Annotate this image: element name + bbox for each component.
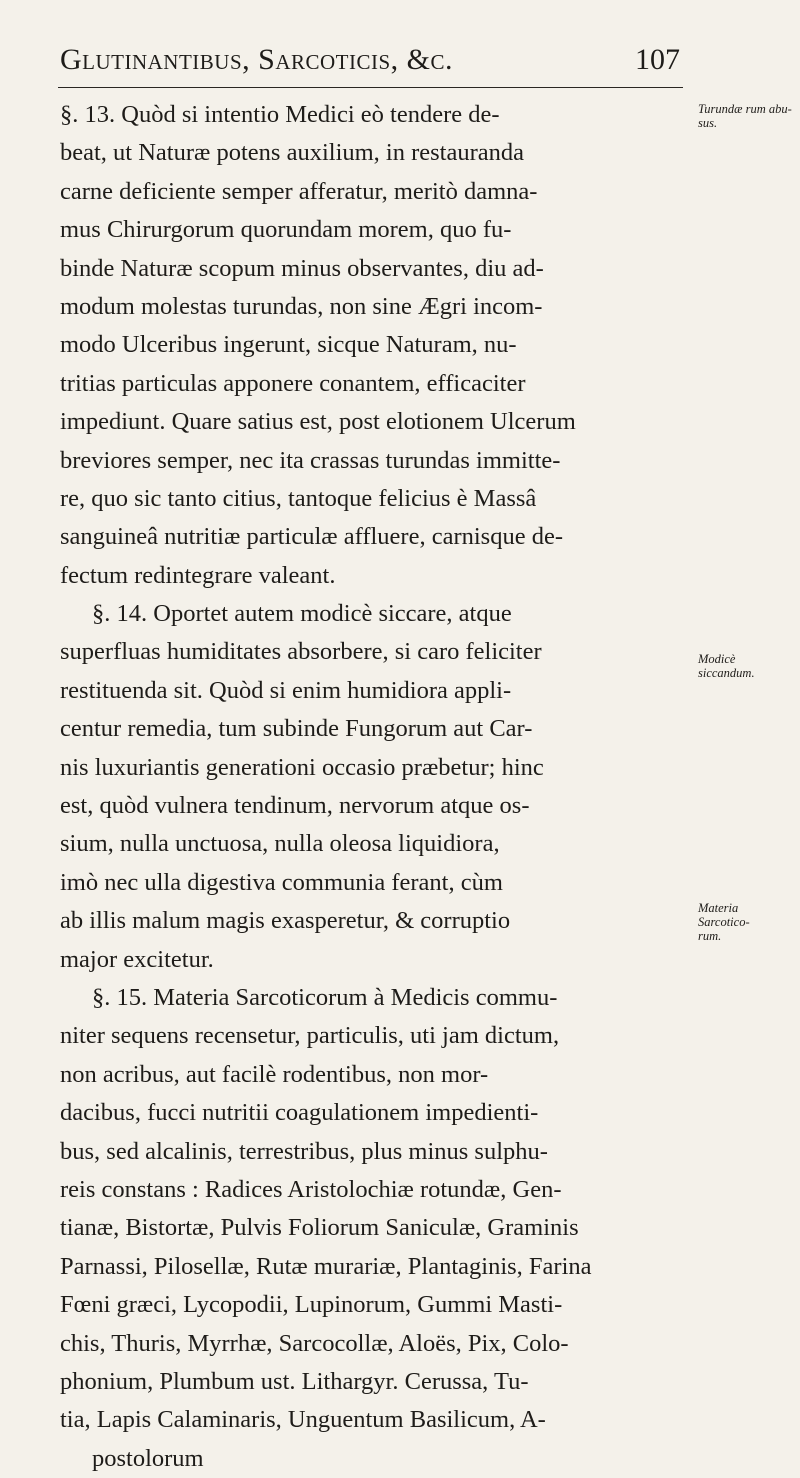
text-line: chis, Thuris, Myrrhæ, Sarcocollæ, Aloës, Pix, Colo- <box>60 1329 569 1357</box>
page-number: 107 <box>635 43 680 76</box>
text-line: non acribus, aut facilè rodentibus, non mor- <box>60 1060 489 1088</box>
text-line: breviores semper, nec ita crassas turundas immitte- <box>60 446 561 474</box>
text-line: superfluas humiditates absorbere, si caro feliciter <box>60 638 542 666</box>
text-line: phonium, Plumbum ust. Lithargyr. Cerussa, Tu- <box>60 1367 529 1395</box>
text-line: bus, sed alcalinis, terrestribus, plus minus sulphu- <box>60 1137 548 1165</box>
text-line: tia, Lapis Calaminaris, Unguentum Basilicum, A- <box>60 1406 546 1434</box>
text-line: postolorum <box>92 1444 204 1472</box>
text-line: modum molestas turundas, non sine Ægri incom- <box>60 292 543 320</box>
text-line: est, quòd vulnera tendinum, nervorum atque os- <box>60 792 530 820</box>
text-line: Parnassi, Pilosellæ, Rutæ murariæ, Plantaginis, Farina <box>60 1252 592 1280</box>
text-line: nis luxuriantis generationi occasio præbetur; hinc <box>60 753 544 781</box>
text-line: sium, nulla unctuosa, nulla oleosa liquidiora, <box>60 830 500 858</box>
running-title: Glutinantibus, Sarcoticis, &c. <box>60 43 454 76</box>
text-line: re, quo sic tanto citius, tantoque felicius è Massâ <box>60 484 537 512</box>
text-line: imò nec ulla digestiva communia ferant, cùm <box>60 868 503 896</box>
text-line: centur remedia, tum subinde Fungorum aut Car- <box>60 715 533 743</box>
text-line: §. 15. Materia Sarcoticorum à Medicis commu- <box>92 983 558 1011</box>
text-line: tritias particulas apponere conantem, efficaciter <box>60 369 526 397</box>
text-line: dacibus, fucci nutritii coagulationem impedienti- <box>60 1099 539 1127</box>
margin-note-turundae: Turundæ rum abu- sus. <box>698 102 792 130</box>
text-line: ab illis malum magis exasperetur, & corruptio <box>60 907 511 935</box>
text-line: sanguineâ nutritiæ particulæ affluere, carnisque de- <box>60 523 563 551</box>
text-line: reis constans : Radices Aristolochiæ rotundæ, Gen- <box>60 1175 562 1203</box>
margin-note-modice-siccandum: Modicè siccandum. <box>698 652 755 680</box>
text-line: §. 14. Oportet autem modicè siccare, atque <box>92 600 512 628</box>
text-line: §. 13. Quòd si intentio Medici eò tendere de- <box>60 101 500 128</box>
text-line: major excitetur. <box>60 945 214 973</box>
text-line: binde Naturæ scopum minus observantes, diu ad- <box>60 254 544 282</box>
text-line: fectum redintegrare valeant. <box>60 561 336 589</box>
running-head <box>0 42 800 82</box>
header-rule <box>58 87 683 88</box>
text-line: niter sequens recensetur, particulis, uti jam dictum, <box>60 1022 560 1050</box>
margin-note-materia-sarcoticorum: Materia Sarcotico- rum. <box>698 901 750 943</box>
text-line: Fœni græci, Lycopodii, Lupinorum, Gummi Masti- <box>60 1291 563 1319</box>
text-line: modo Ulceribus ingerunt, sicque Naturam, nu- <box>60 331 517 359</box>
text-line: carne deficiente semper afferatur, meritò damna- <box>60 177 538 205</box>
text-line: impediunt. Quare satius est, post elotionem Ulcerum <box>60 408 576 436</box>
text-line: beat, ut Naturæ potens auxilium, in restauranda <box>60 139 525 167</box>
body-text <box>60 96 700 1478</box>
text-line: restituenda sit. Quòd si enim humidiora appli- <box>60 676 512 704</box>
text-line: mus Chirurgorum quorundam morem, quo fu- <box>60 216 512 244</box>
text-line: tianæ, Bistortæ, Pulvis Foliorum Saniculæ, Graminis <box>60 1214 579 1242</box>
